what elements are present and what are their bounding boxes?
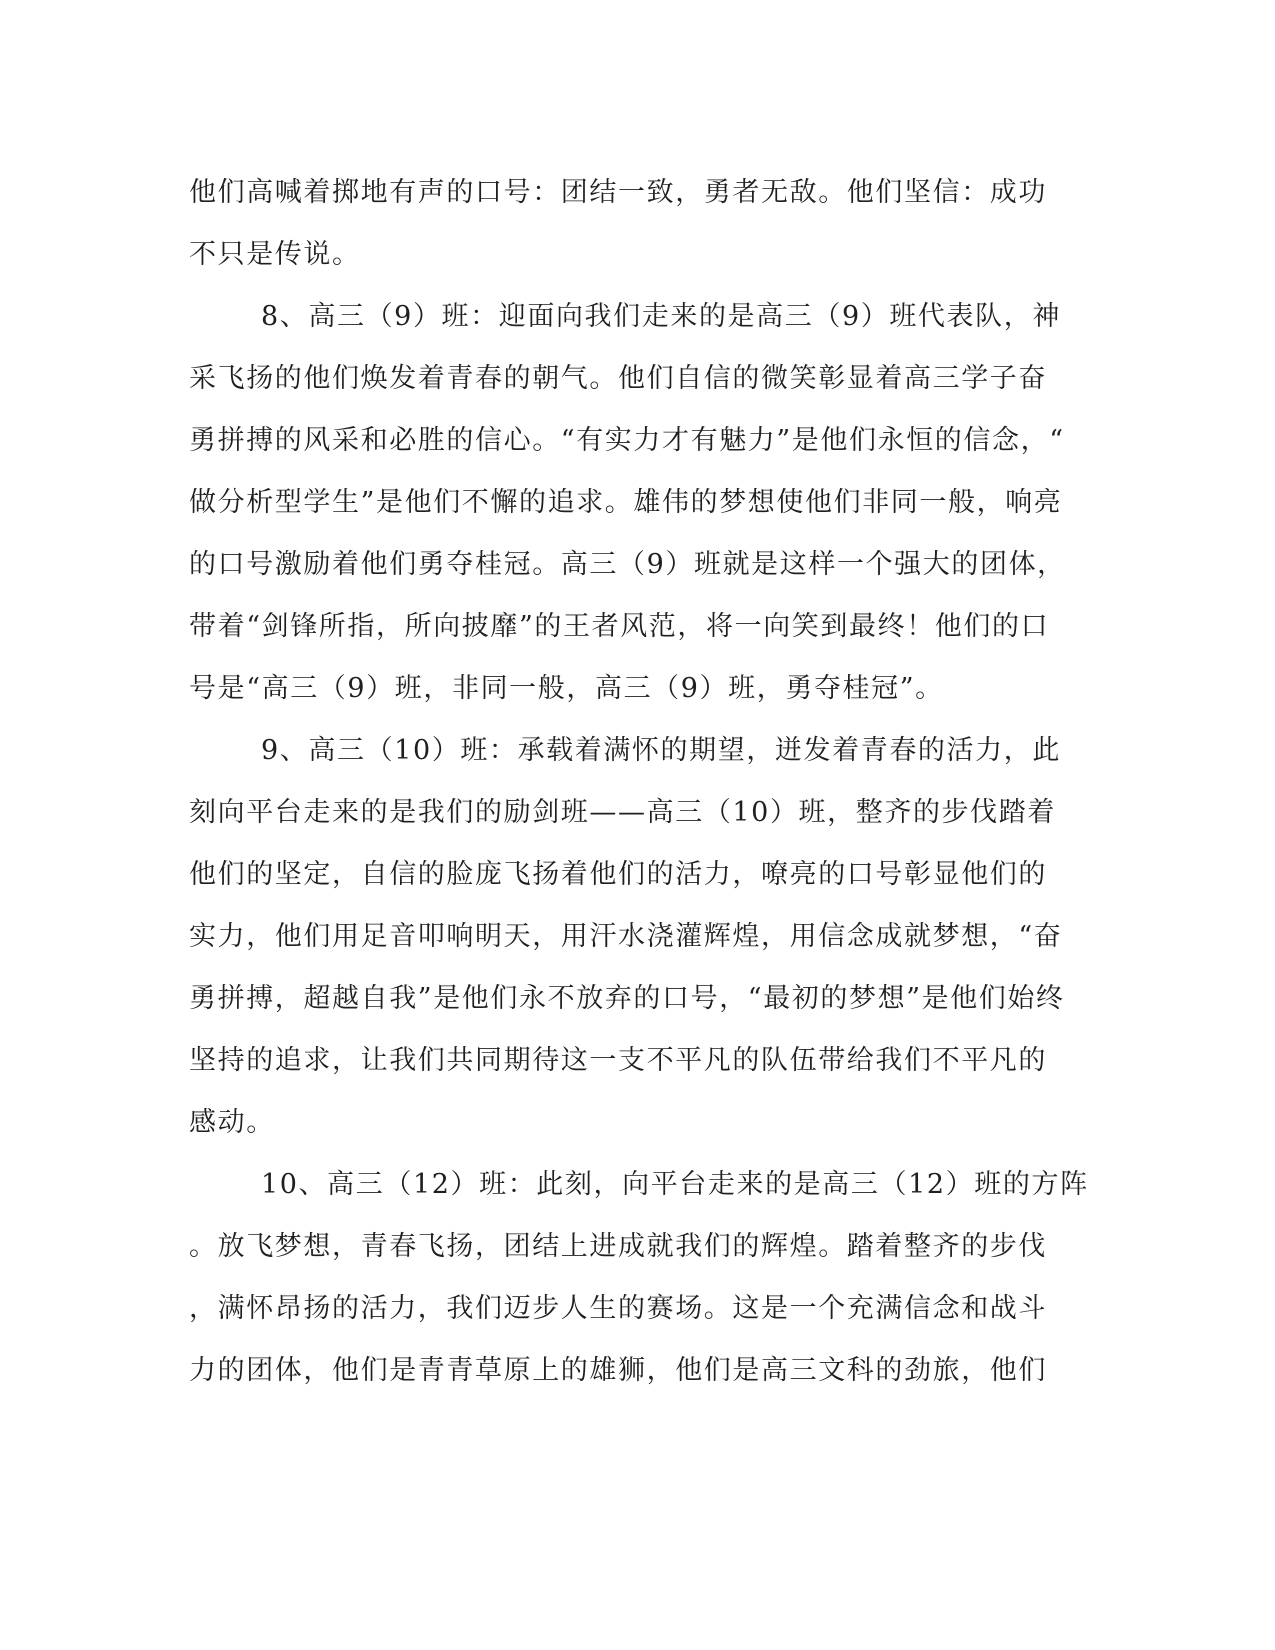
text-line: 做分析型学生”是他们不懈的追求。雄伟的梦想使他们非同一般，响亮: [189, 487, 1063, 518]
text-line: 带着“剑锋所指，所向披靡”的王者风范，将一向笑到最终！他们的口: [189, 611, 1050, 642]
text-line: 采飞扬的他们焕发着青春的朝气。他们自信的微笑彰显着高三学子奋: [189, 363, 1047, 394]
paragraph: [189, 286, 1069, 720]
text-line: 9、高三（10）班：承载着满怀的期望，迸发着青春的活力，此: [261, 735, 1061, 766]
document-body: [189, 162, 1089, 1402]
text-line: 不只是传说。: [189, 239, 361, 270]
text-line: 8、高三（9）班：迎面向我们走来的是高三（9）班代表队，神: [261, 301, 1061, 332]
paragraph: [189, 720, 1069, 1154]
text-line: 力的团体，他们是青青草原上的雄狮，他们是高三文科的劲旅，他们: [189, 1355, 1047, 1386]
text-line: 号是“高三（9）班，非同一般，高三（9）班，勇夺桂冠”。: [189, 673, 944, 704]
text-line: 勇拼搏，超越自我”是他们永不放弃的口号，“最初的梦想”是他们始终: [189, 983, 1065, 1014]
text-line: 10、高三（12）班：此刻，向平台走来的是高三（12）班的方阵: [261, 1169, 1089, 1200]
text-line: 他们高喊着掷地有声的口号：团结一致，勇者无敌。他们坚信：成功: [189, 177, 1047, 208]
text-line: ，满怀昂扬的活力，我们迈步人生的赛场。这是一个充满信念和战斗: [189, 1293, 1047, 1324]
text-line: 感动。: [189, 1107, 275, 1138]
text-line: 勇拼搏的风采和必胜的信心。“有实力才有魅力”是他们永恒的信念，“: [189, 425, 1065, 456]
text-line: 刻向平台走来的是我们的励剑班——高三（10）班，整齐的步伐踏着: [189, 797, 1056, 828]
paragraph: [189, 1154, 1089, 1402]
text-line: 。放飞梦想，青春飞扬，团结上进成就我们的辉煌。踏着整齐的步伐: [189, 1231, 1047, 1262]
paragraph: [189, 162, 1069, 286]
text-line: 实力，他们用足音叩响明天，用汗水浇灌辉煌，用信念成就梦想，“奋: [189, 921, 1063, 952]
text-line: 他们的坚定，自信的脸庞飞扬着他们的活力，嘹亮的口号彰显他们的: [189, 859, 1047, 890]
text-line: 的口号激励着他们勇夺桂冠。高三（9）班就是这样一个强大的团体，: [189, 549, 1066, 580]
text-line: 坚持的追求，让我们共同期待这一支不平凡的队伍带给我们不平凡的: [189, 1045, 1047, 1076]
